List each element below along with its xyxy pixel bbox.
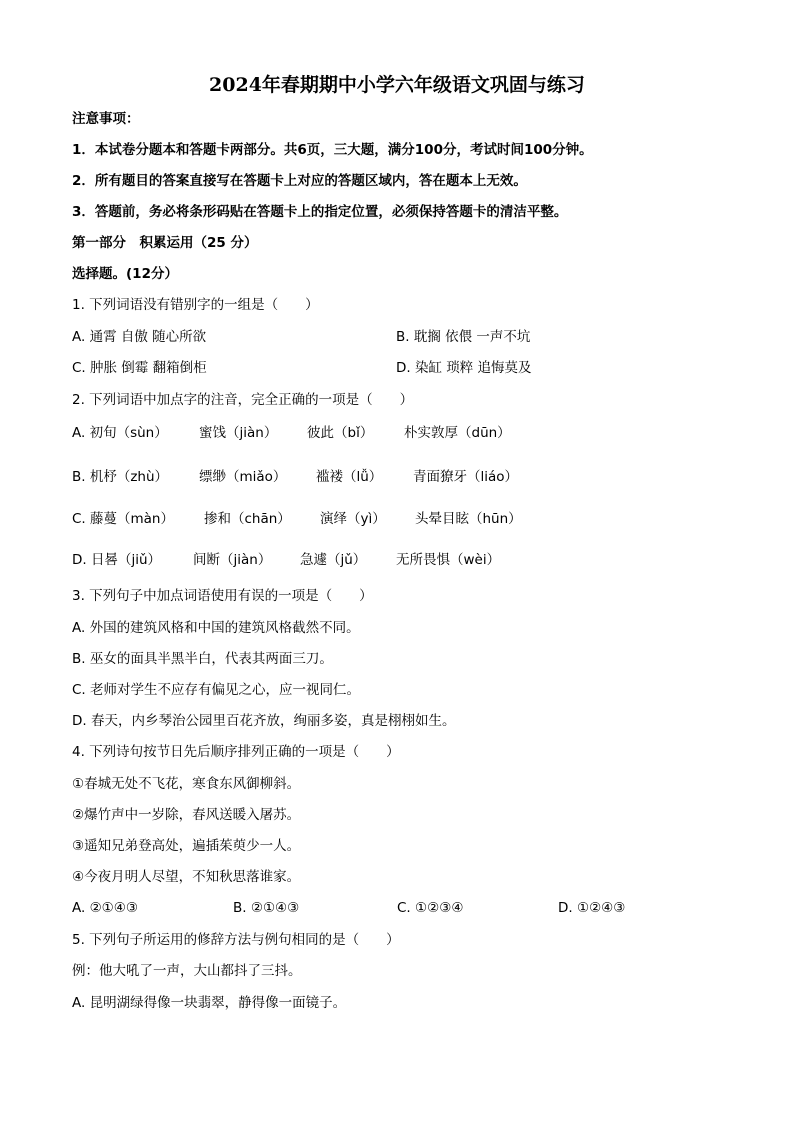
section-heading: 选择题。(12分） [72,266,178,282]
q2-stem: 2. 下列词语中加点字的注音，完全正确的一项是（ ） [72,392,414,408]
q2-row-a-cell-4: 朴实敦厚（dūn） [404,425,511,441]
notice-item-2: 2．所有题目的答案直接写在答题卡上对应的答题区域内，答在题本上无效。 [72,173,527,189]
q3-option-b: B. 巫女的面具半黑半白，代表其两面三刀。 [72,651,333,667]
q5-example: 例：他大吼了一声，大山都抖了三抖。 [72,963,302,979]
q1-option-b: B. 耽搁 依偎 一声不坑 [396,329,531,345]
q2-row-b-cell-2: 缥缈（miǎo） [199,469,287,485]
q2-row-a-cell-2: 蜜饯（jiàn） [199,425,278,441]
q1-option-d: D. 染缸 琐粹 追悔莫及 [396,360,532,376]
q2-row-b-cell-3: 褴褛（lǚ） [316,469,383,485]
q4-option-d: D. ①②④③ [558,900,626,916]
q2-row-c-cell-2: 掺和（chān） [204,511,291,527]
q4-poem-4: ④今夜月明人尽望，不知秋思落谁家。 [72,869,301,885]
q1-stem: 1. 下列词语没有错别字的一组是（ ） [72,297,319,313]
q2-row-d-cell-1: D. 日晷（jiǔ） [72,552,162,568]
q4-stem: 4. 下列诗句按节日先后顺序排列正确的一项是（ ） [72,744,400,760]
q5-option-a: A. 昆明湖绿得像一块翡翠，静得像一面镜子。 [72,995,347,1011]
notice-item-3: 3．答题前，务必将条形码贴在答题卡上的指定位置，必须保持答题卡的清洁平整。 [72,204,568,220]
q2-row-c-cell-1: C. 藤蔓（màn） [72,511,174,527]
notice-item-1: 1．本试卷分题本和答题卡两部分。共6页，三大题，满分100分，考试时间100分钟。 [72,142,593,158]
q1-option-c: C. 肿胀 倒霉 翻箱倒柜 [72,360,207,376]
q3-option-a: A. 外国的建筑风格和中国的建筑风格截然不同。 [72,620,360,636]
q4-option-c: C. ①②③④ [397,900,464,916]
q3-option-d: D. 春天，内乡琴治公园里百花齐放，绚丽多姿，真是栩栩如生。 [72,713,456,729]
part1-heading: 第一部分 积累运用（25 分） [72,235,258,251]
q2-row-b-cell-4: 青面獠牙（liáo） [413,469,519,485]
q2-row-d-cell-3: 急遽（jǔ） [300,552,367,568]
page-title: 2024年春期期中小学六年级语文巩固与练习 [209,74,585,96]
q2-row-c-cell-4: 头晕目眩（hūn） [415,511,522,527]
notice-heading: 注意事项： [72,111,140,127]
q1-option-a: A. 通霄 自傲 随心所欲 [72,329,207,345]
q4-poem-1: ①春城无处不飞花，寒食东风御柳斜。 [72,776,301,792]
q2-row-d-cell-2: 间断（jiàn） [193,552,272,568]
q3-stem: 3. 下列句子中加点词语使用有误的一项是（ ） [72,588,373,604]
q2-row-c-cell-3: 演绎（yì） [320,511,386,527]
q4-option-a: A. ②①④③ [72,900,138,916]
q3-option-c: C. 老师对学生不应存有偏见之心，应一视同仁。 [72,682,361,698]
q2-row-b-cell-1: B. 机杼（zhù） [72,469,169,485]
q4-poem-2: ②爆竹声中一岁除，春风送暖入屠苏。 [72,807,301,823]
q4-option-b: B. ②①④③ [233,900,300,916]
q4-poem-3: ③遥知兄弟登高处，遍插茱萸少一人。 [72,838,301,854]
q5-stem: 5. 下列句子所运用的修辞方法与例句相同的是（ ） [72,932,400,948]
q2-row-a-cell-3: 彼此（bǐ） [307,425,374,441]
q2-row-a-cell-1: A. 初旬（sùn） [72,425,168,441]
q2-row-d-cell-4: 无所畏惧（wèi） [396,552,501,568]
